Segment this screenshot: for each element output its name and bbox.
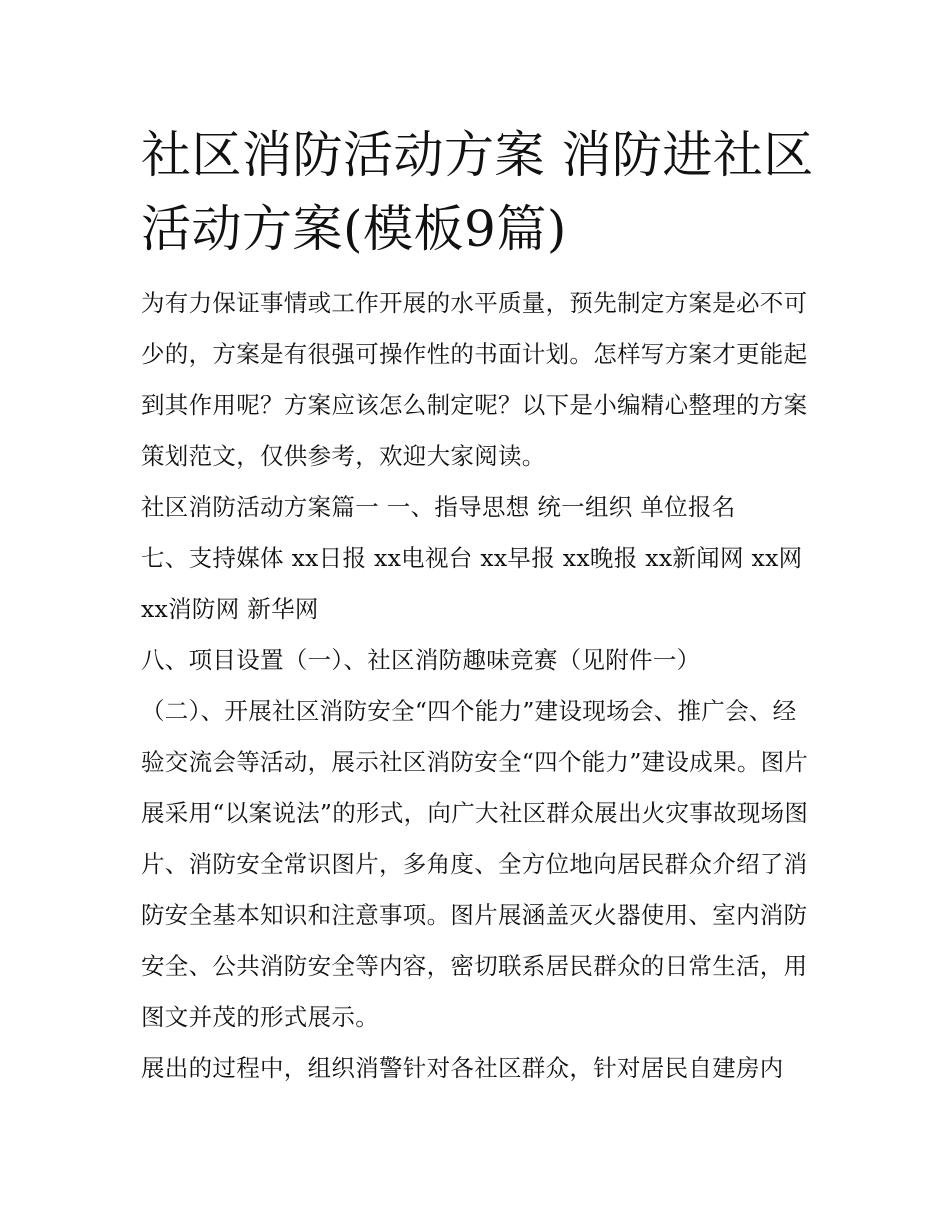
paragraph-projects: 八、项目设置（一）、社区消防趣味竞赛（见附件一） (141, 646, 701, 674)
paragraph-media: 七、支持媒体 xx日报 xx电视台 xx早报 xx晚报 xx新闻网 xx网 xx消防网 新华网 (141, 544, 803, 623)
paragraph-activities: （二）、开展社区消防安全“四个能力”建设现场会、推广会、经验交流会等活动，展示社区消防安全“四个能力”建设成果。图片展采用“以案说法”的形式，向广大社区群众展出火灾事故现场图片、消防安全常识图片，多角度、全方位地向居民群众介绍了消防安全基本知识和注意事项。图片展涵盖灭火器使用、室内消防安全、公共消防安全等内容，密切联系居民群众的日常生活，用图文并茂的形式展示。 (141, 697, 809, 1031)
paragraph-section-one: 社区消防活动方案篇一 一、指导思想 统一组织 单位报名 (141, 493, 736, 521)
document-title: 社区消防活动方案 消防进社区活动方案(模板9篇) (141, 126, 814, 258)
paragraph-intro: 为有力保证事情或工作开展的水平质量，预先制定方案是必不可少的，方案是有很强可操作性的书面计划。怎样写方案才更能起到其作用呢？方案应该怎么制定呢？以下是小编精心整理的方案策划范文，仅供参考，欢迎大家阅读。 (141, 289, 808, 470)
paragraph-exhibition: 展出的过程中，组织消警针对各社区群众，针对居民自建房内 (141, 1054, 784, 1082)
document-body (141, 278, 813, 1094)
